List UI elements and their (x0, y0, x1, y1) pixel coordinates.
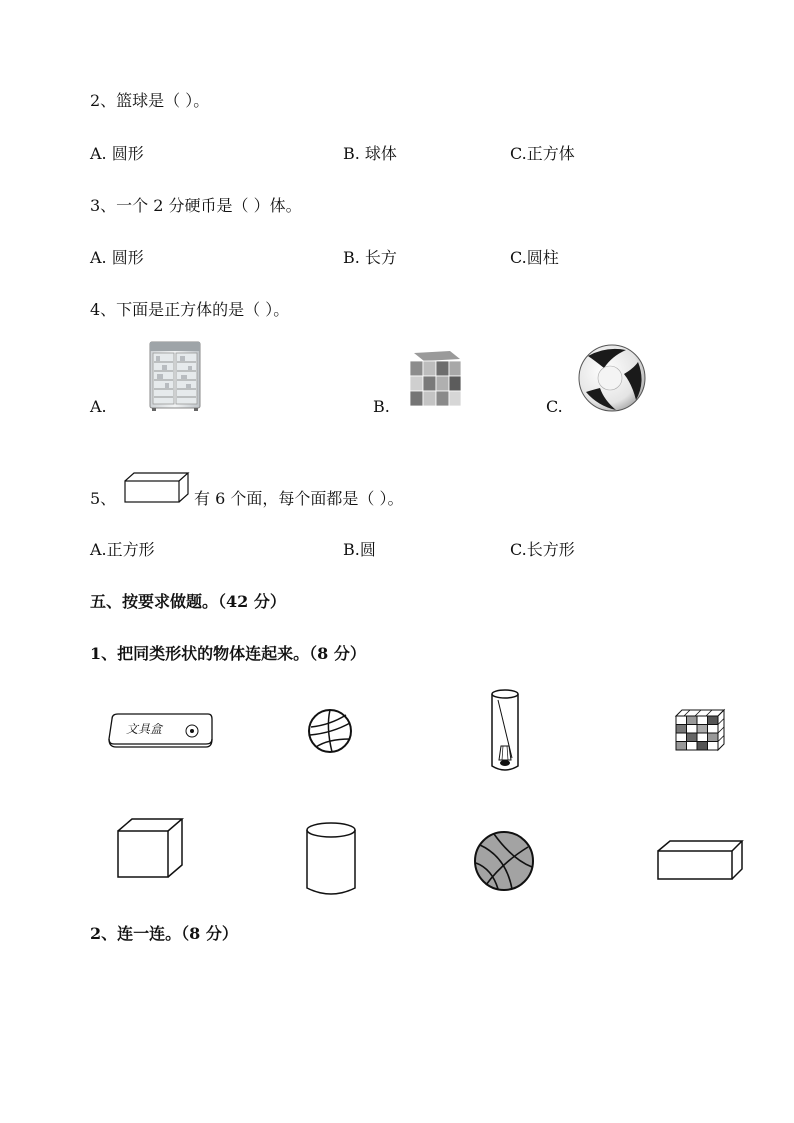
q5-prefix: 5、 (90, 489, 117, 508)
volleyball-line-icon[interactable] (306, 707, 354, 755)
section-title: 五、按要求做题。（42 分） (90, 592, 286, 611)
q5-option-a[interactable]: A.正方形 (90, 540, 155, 559)
cylinder-shape-icon[interactable] (304, 821, 358, 897)
q2-option-c[interactable]: C.正方体 (510, 144, 575, 163)
q3-stem: 3、一个 2 分硬币是（ ）体。 (90, 196, 302, 215)
task1-title: 1、把同类形状的物体连起来。（8 分） (90, 644, 366, 663)
q4-stem: 4、下面是正方体的是（ ）。 (90, 300, 290, 319)
q3-option-c[interactable]: C.圆柱 (510, 248, 559, 267)
volleyball-image (576, 342, 648, 414)
task2-title: 2、连一连。（8 分） (90, 924, 238, 943)
cuboid-shape-icon[interactable] (656, 839, 746, 881)
basketball-icon[interactable] (472, 829, 536, 893)
pencil-box-image[interactable] (106, 711, 214, 749)
q2-option-a[interactable]: A. 圆形 (90, 144, 144, 163)
rubiks-cube-icon[interactable] (674, 708, 726, 752)
badminton-tube-image[interactable] (488, 688, 522, 774)
refrigerator-image (148, 340, 202, 412)
cube-puzzle-image (406, 347, 464, 411)
q2-option-b[interactable]: B. 球体 (343, 144, 397, 163)
q5-stem: 有 6 个面，每个面都是（ ）。 (194, 489, 404, 508)
cube-shape-icon[interactable] (116, 817, 184, 879)
q5-option-b[interactable]: B.圆 (343, 540, 376, 559)
pencil-box-label: 文具盒 (126, 722, 163, 736)
q2-stem: 2、篮球是（ ）。 (90, 91, 210, 110)
q3-option-b[interactable]: B. 长方 (343, 248, 397, 267)
q4-option-c[interactable]: C. (546, 397, 563, 416)
cuboid-icon (124, 472, 190, 504)
q3-option-a[interactable]: A. 圆形 (90, 248, 144, 267)
q4-option-b[interactable]: B. (373, 397, 390, 416)
q4-option-a[interactable]: A. (90, 397, 107, 416)
q5-option-c[interactable]: C.长方形 (510, 540, 575, 559)
